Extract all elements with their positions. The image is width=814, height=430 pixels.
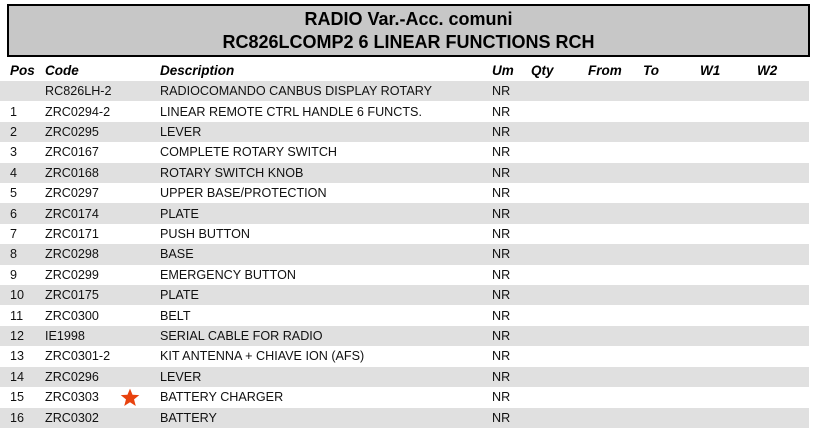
cell-marker (118, 244, 160, 265)
column-header-qty: Qty (531, 62, 554, 78)
cell-um: NR (492, 125, 511, 140)
cell-description: PLATE (160, 206, 199, 221)
cell-marker (118, 387, 160, 408)
cell-pos: 9 (10, 267, 18, 282)
table-row (0, 265, 809, 285)
cell-pos: 13 (10, 349, 25, 364)
table-row (0, 224, 809, 244)
table-row (0, 346, 809, 366)
column-header-w2: W2 (757, 62, 778, 78)
page-title-line-2: RC826LCOMP2 6 LINEAR FUNCTIONS RCH (222, 31, 595, 52)
cell-description: PLATE (160, 288, 199, 303)
table-row (0, 326, 809, 346)
column-header-um: Um (492, 62, 514, 78)
parts-table (0, 57, 814, 428)
page-title-line-1: RADIO Var.-Acc. comuni (304, 8, 513, 29)
cell-description: RADIOCOMANDO CANBUS DISPLAY ROTARY (160, 84, 432, 99)
cell-marker (118, 142, 160, 163)
cell-um: NR (492, 329, 511, 344)
cell-code: ZRC0295 (45, 125, 99, 140)
cell-pos: 15 (10, 390, 25, 405)
cell-description: BELT (160, 308, 191, 323)
cell-um: NR (492, 145, 511, 160)
column-header-description: Description (160, 62, 235, 78)
cell-marker (118, 285, 160, 306)
cell-pos: 11 (10, 308, 24, 323)
table-row (0, 408, 809, 428)
cell-code: ZRC0297 (45, 186, 99, 201)
table-row (0, 203, 809, 223)
cell-description: BASE (160, 247, 194, 262)
cell-marker (118, 346, 160, 367)
table-header-row (0, 59, 814, 81)
cell-pos: 5 (10, 186, 18, 201)
cell-marker (118, 183, 160, 204)
cell-description: LEVER (160, 369, 202, 384)
cell-marker (118, 407, 160, 428)
cell-pos: 4 (10, 165, 18, 180)
cell-marker (118, 81, 160, 102)
column-header-to: To (643, 62, 659, 78)
cell-um: NR (492, 267, 511, 282)
cell-marker (118, 366, 160, 387)
cell-code: ZRC0168 (45, 165, 99, 180)
cell-description: LEVER (160, 125, 202, 140)
star-icon-shape (121, 388, 140, 405)
cell-um: NR (492, 206, 511, 221)
cell-um: NR (492, 349, 511, 364)
cell-description: UPPER BASE/PROTECTION (160, 186, 327, 201)
cell-code: ZRC0299 (45, 267, 99, 282)
cell-code: ZRC0300 (45, 308, 99, 323)
cell-pos: 1 (10, 104, 18, 119)
cell-description: SERIAL CABLE FOR RADIO (160, 329, 323, 344)
table-row (0, 163, 809, 183)
table-row (0, 387, 809, 407)
table-row (0, 367, 809, 387)
table-row (0, 244, 809, 264)
cell-code: ZRC0294-2 (45, 104, 111, 119)
cell-marker (118, 101, 160, 122)
cell-description: LINEAR REMOTE CTRL HANDLE 6 FUNCTS. (160, 104, 422, 119)
cell-description: BATTERY (160, 410, 217, 425)
column-header-w1: W1 (700, 62, 721, 78)
cell-description: EMERGENCY BUTTON (160, 267, 296, 282)
cell-pos: 2 (10, 125, 18, 140)
column-header-pos: Pos (10, 62, 35, 78)
title-box (7, 4, 810, 57)
cell-um: NR (492, 410, 511, 425)
cell-pos: 7 (10, 227, 18, 242)
cell-code: ZRC0171 (45, 227, 99, 242)
cell-pos: 3 (10, 145, 18, 160)
cell-marker (118, 122, 160, 143)
cell-code: ZRC0302 (45, 410, 99, 425)
table-row (0, 101, 809, 121)
cell-code: ZRC0175 (45, 288, 99, 303)
cell-um: NR (492, 308, 511, 323)
cell-description: COMPLETE ROTARY SWITCH (160, 145, 338, 160)
cell-pos: 10 (10, 288, 25, 303)
cell-code: ZRC0298 (45, 247, 99, 262)
table-row (0, 122, 809, 142)
cell-description: BATTERY CHARGER (160, 390, 284, 405)
cell-um: NR (492, 186, 511, 201)
cell-um: NR (492, 288, 511, 303)
cell-pos: 16 (10, 410, 25, 425)
cell-marker (118, 203, 160, 224)
cell-um: NR (492, 390, 511, 405)
cell-um: NR (492, 104, 511, 119)
table-row (0, 285, 809, 305)
star-icon (119, 387, 141, 408)
cell-marker (118, 305, 160, 326)
cell-description: PUSH BUTTON (160, 227, 251, 242)
cell-code: IE1998 (45, 329, 85, 344)
cell-um: NR (492, 227, 511, 242)
cell-um: NR (492, 165, 511, 180)
cell-code: ZRC0167 (45, 145, 99, 160)
cell-um: NR (492, 369, 511, 384)
cell-marker (118, 326, 160, 347)
table-row (0, 183, 809, 203)
cell-code: RC826LH-2 (45, 84, 112, 99)
cell-marker (118, 224, 160, 245)
cell-marker (118, 264, 160, 285)
cell-pos: 14 (10, 369, 25, 384)
table-row (0, 305, 809, 325)
cell-pos: 6 (10, 206, 18, 221)
cell-pos: 12 (10, 329, 25, 344)
cell-code: ZRC0296 (45, 369, 99, 384)
cell-description: KIT ANTENNA + CHIAVE ION (AFS) (160, 349, 365, 364)
cell-code: ZRC0174 (45, 206, 99, 221)
column-header-from: From (588, 62, 622, 78)
cell-um: NR (492, 247, 511, 262)
cell-um: NR (492, 84, 511, 99)
table-body (0, 81, 814, 428)
cell-description: ROTARY SWITCH KNOB (160, 165, 304, 180)
cell-marker (118, 162, 160, 183)
cell-pos: 8 (10, 247, 18, 262)
cell-code: ZRC0303 (45, 390, 99, 405)
cell-code: ZRC0301-2 (45, 349, 111, 364)
column-header-code: Code (45, 62, 79, 78)
table-row (0, 81, 809, 101)
table-row (0, 142, 809, 162)
